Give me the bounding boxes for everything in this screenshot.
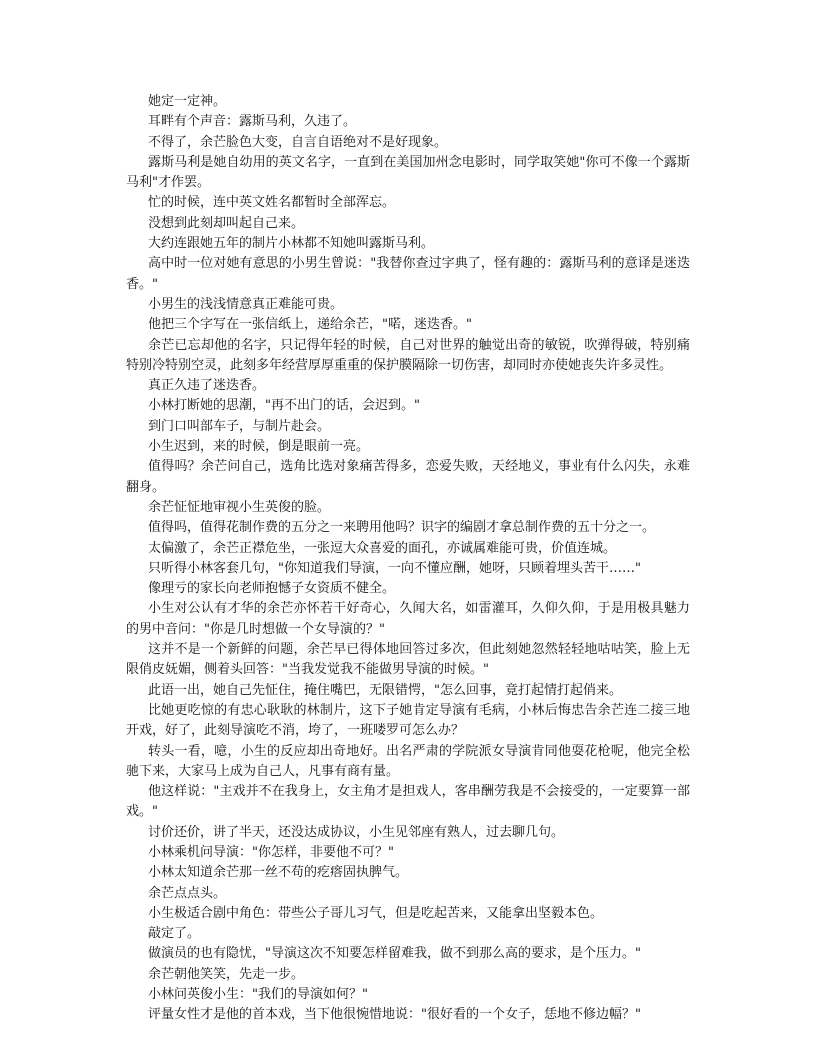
paragraph: 到门口叫部车子，与制片赴会。 bbox=[148, 418, 331, 434]
paragraph: 评量女性才是他的首本戏，当下他很惋惜地说："很好看的一个女子，恁地不修边幅？" bbox=[148, 1007, 641, 1023]
paragraph: 像理亏的家长向老师抱憾子女资质不健全。 bbox=[148, 581, 396, 597]
paragraph: 比她更吃惊的有忠心耿耿的林制片，这下子她肯定导演有毛病，小林后悔忠告余芒连二接三地开戏，好了，此刻导演吃不消，垮了，一班喽罗可怎么办？ bbox=[126, 702, 690, 739]
paragraph: 他把三个字写在一张信纸上，递给余芒，"喏，迷迭香。" bbox=[148, 317, 472, 333]
paragraph: 不得了，余芒脸色大变，自言自语绝对不是好现象。 bbox=[148, 134, 448, 150]
paragraph: 她定一定神。 bbox=[148, 94, 227, 109]
paragraph: 值得吗，值得花制作费的五分之一来聘用他吗？识字的编剧才拿总制作费的五十分之一。 bbox=[148, 520, 656, 536]
paragraph: 此语一出，她自己先怔住，掩住嘴巴，无限错愕，"怎么回事，竟打起情打起俏来。 bbox=[148, 682, 622, 698]
paragraph: 他这样说："主戏并不在我身上，女主角才是担戏人，客串酬劳我是不会接受的，一定要算一部戏。" bbox=[126, 784, 690, 820]
paragraph: 小林乘机问导演："你怎样，非要他不可？" bbox=[148, 844, 394, 860]
paragraph: 小林太知道余芒那一丝不苟的疙瘩固执脾气。 bbox=[148, 865, 409, 881]
paragraph: 敲定了。 bbox=[148, 926, 201, 942]
paragraph: 值得吗？余芒问自己，选角比选对象痛苦得多，恋爱失败，天经地义，事业有什么闪失，永难翻身。 bbox=[126, 459, 690, 495]
paragraph: 小林打断她的思潮，"再不出门的话，会迟到。" bbox=[148, 398, 420, 414]
paragraph: 转头一看，噫，小生的反应却出奇地好。出名严肃的学院派女导演肯同他耍花枪呢，他完全松驰下来，大家马上成为自己人，凡事有商有量。 bbox=[126, 743, 690, 779]
paragraph: 做演员的也有隐忧，"导演这次不知要怎样留难我，做不到那么高的要求，是个压力。" bbox=[148, 946, 641, 962]
paragraph: 大约连跟她五年的制片小林都不知她叫露斯马利。 bbox=[148, 236, 435, 252]
paragraph: 小生迟到，来的时候，倒是眼前一亮。 bbox=[148, 439, 370, 455]
paragraph: 忙的时候，连中英文姓名都暂时全部浑忘。 bbox=[148, 195, 396, 211]
paragraph: 小林问英俊小生："我们的导演如何？" bbox=[148, 987, 368, 1003]
paragraph: 讨价还价，讲了半天，还没达成协议，小生见邻座有熟人，过去聊几句。 bbox=[148, 824, 565, 840]
paragraph: 太偏激了，余芒正襟危坐，一张逗大众喜爱的面孔，亦诚属难能可贵，价值连城。 bbox=[148, 540, 617, 556]
paragraph: 小生对公认有才华的余芒亦怀若干好奇心，久闻大名，如雷灌耳，久仰久仰，于是用极具魅力的男中音问："你是几时想做一个女导演的？" bbox=[126, 601, 690, 637]
paragraph: 耳畔有个声音：露斯马利，久违了。 bbox=[148, 114, 357, 130]
paragraph: 露斯马利是她自幼用的英文名字，一直到在美国加州念电影时，同学取笑她"你可不像一个露斯马利"才作罢。 bbox=[126, 154, 690, 191]
document-page bbox=[126, 92, 690, 1026]
paragraph: 余芒点点头。 bbox=[148, 885, 227, 901]
paragraph: 没想到此刻却叫起自己来。 bbox=[148, 215, 305, 231]
paragraph: 真正久违了迷迭香。 bbox=[148, 378, 266, 394]
paragraph: 这并不是一个新鲜的问题，余芒早已得体地回答过多次，但此刻她忽然轻轻地咕咕笑，脸上无限俏皮妩媚，侧着头回答："当我发觉我不能做男导演的时候。" bbox=[126, 642, 690, 678]
paragraph: 余芒朝他笑笑，先走一步。 bbox=[148, 966, 305, 982]
paragraph: 余芒怔怔地审视小生英俊的脸。 bbox=[148, 499, 331, 515]
paragraph: 小生极适合剧中角色：带些公子哥儿习气，但是吃起苦来，又能拿出坚毅本色。 bbox=[148, 905, 604, 921]
paragraph: 只听得小林客套几句，"你知道我们导演，一向不懂应酬，她呀，只顾着埋头苦干……" bbox=[148, 560, 641, 576]
paragraph: 高中时一位对她有意思的小男生曾说："我替你查过字典了，怪有趣的：露斯马利的意译是迷迭香。" bbox=[126, 256, 690, 292]
paragraph: 余芒已忘却他的名字，只记得年轻的时候，自己对世界的触觉出奇的敏锐，吹弹得破，特别痛特别冷特别空灵，此刻多年经营厚厚重重的保护膜隔除一切伤害，却同时亦使她丧失许多灵性。 bbox=[126, 337, 690, 373]
paragraph: 小男生的浅浅情意真正难能可贵。 bbox=[148, 296, 344, 312]
